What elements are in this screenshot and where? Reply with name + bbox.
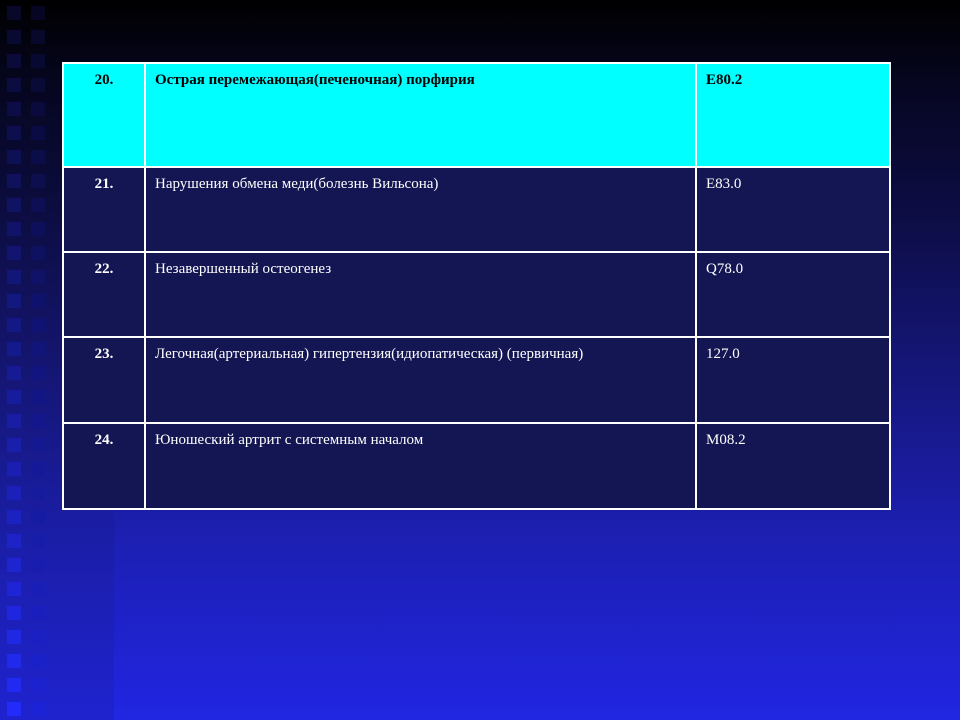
decorative-square	[7, 486, 21, 500]
decorative-square	[7, 654, 21, 668]
decorative-square	[7, 150, 21, 164]
decorative-square	[31, 510, 45, 524]
row-number: 20.	[63, 63, 145, 167]
decorative-square	[31, 6, 45, 20]
decorative-square	[31, 126, 45, 140]
disease-name: Острая перемежающая(печеночная) порфирия	[145, 63, 696, 167]
decorative-square	[7, 366, 21, 380]
decorative-square	[31, 294, 45, 308]
table-row	[63, 423, 890, 509]
decorative-square	[7, 438, 21, 452]
icd-code: Q78.0	[696, 252, 890, 337]
decorative-square	[31, 198, 45, 212]
decorative-square	[7, 390, 21, 404]
decorative-square	[7, 630, 21, 644]
row-number: 22.	[63, 252, 145, 337]
decorative-square	[31, 102, 45, 116]
decorative-square	[7, 174, 21, 188]
decorative-square	[31, 222, 45, 236]
decorative-square	[31, 246, 45, 260]
decorative-square	[31, 390, 45, 404]
decorative-square	[7, 294, 21, 308]
decorative-square	[31, 702, 45, 716]
decorative-square	[7, 534, 21, 548]
decorative-square	[31, 270, 45, 284]
row-number: 21.	[63, 167, 145, 252]
decorative-square	[31, 78, 45, 92]
decorative-square	[7, 318, 21, 332]
decorative-square	[31, 174, 45, 188]
decorative-square	[31, 582, 45, 596]
decorative-square	[31, 486, 45, 500]
decorative-square	[31, 462, 45, 476]
disease-name: Незавершенный остеогенез	[145, 252, 696, 337]
decorative-square	[31, 30, 45, 44]
decorative-square	[7, 702, 21, 716]
decorative-square	[7, 6, 21, 20]
decorative-square	[31, 150, 45, 164]
decorative-square	[31, 438, 45, 452]
icd-code: E80.2	[696, 63, 890, 167]
decorative-square	[7, 342, 21, 356]
decorative-square	[7, 510, 21, 524]
decorative-square	[31, 606, 45, 620]
icd-code: M08.2	[696, 423, 890, 509]
row-number: 24.	[63, 423, 145, 509]
decorative-square	[7, 270, 21, 284]
decorative-square	[7, 222, 21, 236]
decorative-square	[7, 54, 21, 68]
decorative-square	[31, 654, 45, 668]
decorative-square	[31, 318, 45, 332]
decorative-square	[7, 102, 21, 116]
decorative-square	[31, 534, 45, 548]
decorative-square	[31, 366, 45, 380]
decorative-square	[31, 558, 45, 572]
disease-name: Легочная(артериальная) гипертензия(идиопатическая) (первичная)	[145, 337, 696, 423]
decorative-square	[7, 126, 21, 140]
disease-name: Юношеский артрит с системным началом	[145, 423, 696, 509]
disease-name: Нарушения обмена меди(болезнь Вильсона)	[145, 167, 696, 252]
icd-code: E83.0	[696, 167, 890, 252]
table-row	[63, 167, 890, 252]
disease-table	[62, 62, 891, 510]
row-number: 23.	[63, 337, 145, 423]
decorative-square	[7, 30, 21, 44]
decorative-square	[31, 630, 45, 644]
table-row	[63, 252, 890, 337]
decorative-square	[7, 678, 21, 692]
icd-code: 127.0	[696, 337, 890, 423]
decorative-square	[7, 78, 21, 92]
decorative-square	[7, 246, 21, 260]
table-row	[63, 337, 890, 423]
table-row	[63, 63, 890, 167]
decorative-square	[7, 606, 21, 620]
decorative-square	[7, 582, 21, 596]
decorative-square	[31, 414, 45, 428]
decorative-square	[7, 198, 21, 212]
decorative-square	[7, 414, 21, 428]
decorative-square	[31, 678, 45, 692]
decorative-square	[31, 342, 45, 356]
decorative-square	[7, 462, 21, 476]
decorative-square	[7, 558, 21, 572]
decorative-square	[31, 54, 45, 68]
